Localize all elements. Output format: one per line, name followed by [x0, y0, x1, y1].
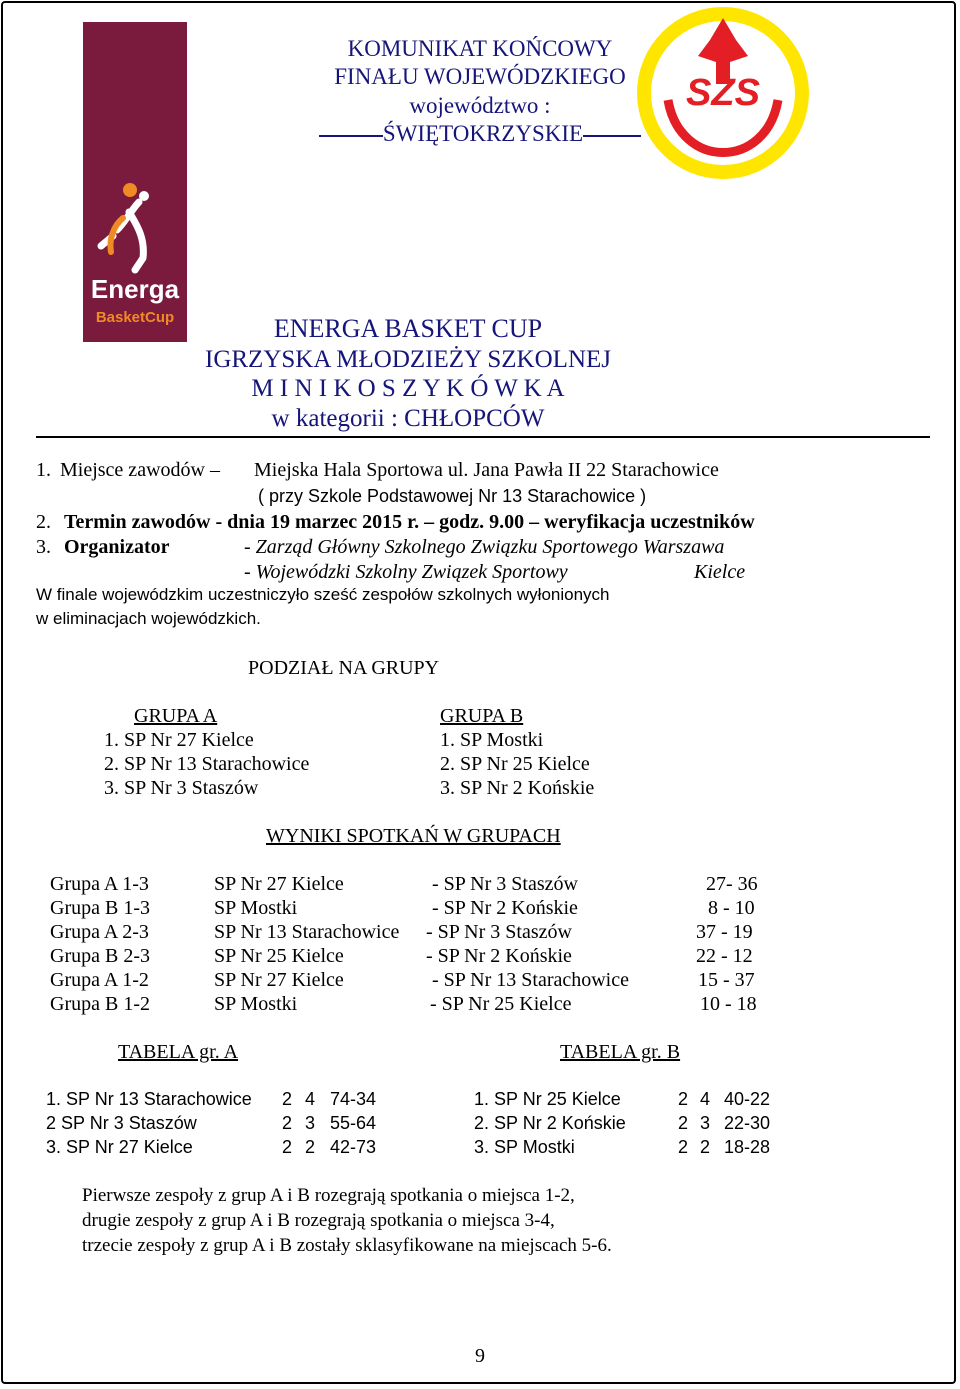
result-away-team: - SP Nr 2 Końskie — [426, 945, 572, 967]
header-line-4: ŚWIĘTOKRZYSKIE — [250, 120, 710, 148]
result-away-team: - SP Nr 3 Staszów — [426, 921, 572, 943]
organizer-value-2-city: Kielce — [694, 561, 746, 583]
table-a-baskets: 74-34 — [330, 1089, 377, 1109]
title-line-3: M I N I K O S Z Y K Ó W K A — [251, 375, 565, 402]
final-info-line-1: W finale wojewódzkim uczestniczyło sześć zespołów szkolnych wyłonionych — [36, 585, 610, 604]
table-a-team: 3. SP Nr 27 Kielce — [46, 1137, 193, 1157]
organizer-value-1: - Zarząd Główny Szkolnego Związku Sportowego Warszawa — [244, 536, 725, 558]
result-home-team: SP Nr 25 Kielce — [214, 945, 344, 967]
header-line-2: FINAŁU WOJEWÓDZKIEGO — [334, 64, 626, 89]
result-away-team: - SP Nr 25 Kielce — [430, 993, 572, 1015]
result-group: Grupa A 1-2 — [50, 969, 149, 991]
organizer-label: Organizator — [64, 536, 170, 558]
group-b-team: 1. SP Mostki — [440, 729, 544, 751]
result-group: Grupa B 2-3 — [50, 945, 150, 967]
place-extra: ( przy Szkole Podstawowej Nr 13 Starachowice ) — [258, 486, 647, 506]
table-a-baskets: 42-73 — [330, 1137, 377, 1157]
table-a-baskets: 55-64 — [330, 1113, 377, 1133]
final-info-line-2: w eliminacjach wojewódzkich. — [36, 609, 261, 628]
result-home-team: SP Mostki — [214, 993, 298, 1015]
page-number: 9 — [475, 1345, 485, 1367]
table-a-points: 2 — [305, 1137, 316, 1157]
result-score: 22 - 12 — [696, 945, 753, 967]
result-score: 15 - 37 — [698, 969, 755, 991]
results-heading: WYNIKI SPOTKAŃ W GRUPACH — [266, 825, 561, 847]
result-home-team: SP Nr 13 Starachowice — [214, 921, 400, 943]
result-score: 8 - 10 — [708, 897, 755, 919]
table-a-team: 2 SP Nr 3 Staszów — [46, 1113, 197, 1133]
group-a-team: 3. SP Nr 3 Staszów — [104, 777, 259, 799]
energa-logo-subtext: BasketCup — [95, 309, 175, 326]
group-b-title: GRUPA B — [440, 705, 524, 727]
table-b-team: 2. SP Nr 2 Końskie — [474, 1113, 626, 1133]
table-a-matches: 2 — [282, 1113, 293, 1133]
group-a-team: 1. SP Nr 27 Kielce — [104, 729, 254, 751]
group-a-title: GRUPA A — [134, 705, 218, 727]
table-b-points: 4 — [700, 1089, 711, 1109]
table-a-title: TABELA gr. A — [118, 1041, 239, 1063]
group-a-team: 2. SP Nr 13 Starachowice — [104, 753, 310, 775]
footer-line-1: Pierwsze zespoły z grup A i B rozegrają spotkania o miejsca 1-2, — [82, 1185, 575, 1206]
header-line-1: KOMUNIKAT KOŃCOWY — [347, 36, 613, 61]
term-text: Termin zawodów - dnia 19 marzec 2015 r. – godz. 9.00 – weryfikacja uczestników — [64, 511, 755, 533]
table-a-matches: 2 — [282, 1089, 293, 1109]
result-home-team: SP Nr 27 Kielce — [214, 969, 344, 991]
result-away-team: - SP Nr 2 Końskie — [432, 897, 578, 919]
szs-logo — [630, 0, 816, 186]
table-b-matches: 2 — [678, 1113, 689, 1133]
group-b-team: 2. SP Nr 25 Kielce — [440, 753, 590, 775]
table-b-team: 1. SP Nr 25 Kielce — [474, 1089, 621, 1109]
result-group: Grupa A 2-3 — [50, 921, 149, 943]
group-b-team: 3. SP Nr 2 Końskie — [440, 777, 595, 799]
title-line-4: w kategorii : CHŁOPCÓW — [271, 405, 545, 432]
table-a-points: 3 — [305, 1113, 316, 1133]
groups-heading: PODZIAŁ NA GRUPY — [248, 657, 440, 679]
result-home-team: SP Mostki — [214, 897, 298, 919]
table-b-points: 3 — [700, 1113, 711, 1133]
szs-logo-text: SZS — [686, 72, 760, 114]
energa-logo-text: Energa — [90, 274, 180, 304]
place-label: Miejsce zawodów – — [60, 459, 220, 481]
footer-line-2: drugie zespoły z grup A i B rozegrają spotkania o miejsca 3-4, — [82, 1210, 555, 1231]
term-number: 2. — [36, 511, 51, 533]
table-b-baskets: 40-22 — [724, 1089, 771, 1109]
result-score: 10 - 18 — [700, 993, 757, 1015]
title-divider — [36, 436, 930, 438]
title-line-2: IGRZYSKA MŁODZIEŻY SZKOLNEJ — [205, 346, 611, 373]
result-away-team: - SP Nr 13 Starachowice — [432, 969, 629, 991]
table-a-team: 1. SP Nr 13 Starachowice — [46, 1089, 252, 1109]
table-b-baskets: 22-30 — [724, 1113, 771, 1133]
table-b-team: 3. SP Mostki — [474, 1137, 575, 1157]
result-group: Grupa B 1-2 — [50, 993, 150, 1015]
organizer-value-2: - Wojewódzki Szkolny Związek Sportowy — [244, 561, 568, 583]
result-away-team: - SP Nr 3 Staszów — [432, 873, 578, 895]
table-b-title: TABELA gr. B — [560, 1041, 681, 1063]
title-line-1: ENERGA BASKET CUP — [273, 314, 543, 343]
table-b-matches: 2 — [678, 1089, 689, 1109]
place-value: Miejska Hala Sportowa ul. Jana Pawła II 22 Starachowice — [254, 459, 719, 481]
result-score: 37 - 19 — [696, 921, 753, 943]
result-score: 27- 36 — [706, 873, 758, 895]
result-group: Grupa A 1-3 — [50, 873, 149, 895]
place-number: 1. — [36, 459, 51, 481]
result-group: Grupa B 1-3 — [50, 897, 150, 919]
table-a-points: 4 — [305, 1089, 316, 1109]
table-b-matches: 2 — [678, 1137, 689, 1157]
organizer-number: 3. — [36, 536, 51, 558]
table-b-points: 2 — [700, 1137, 711, 1157]
table-a-matches: 2 — [282, 1137, 293, 1157]
energa-basketcup-logo — [83, 22, 187, 342]
table-b-baskets: 18-28 — [724, 1137, 771, 1157]
result-home-team: SP Nr 27 Kielce — [214, 873, 344, 895]
header-line-3: województwo : — [409, 93, 551, 118]
footer-line-3: trzecie zespoły z grup A i B zostały sklasyfikowane na miejscach 5-6. — [82, 1235, 612, 1256]
